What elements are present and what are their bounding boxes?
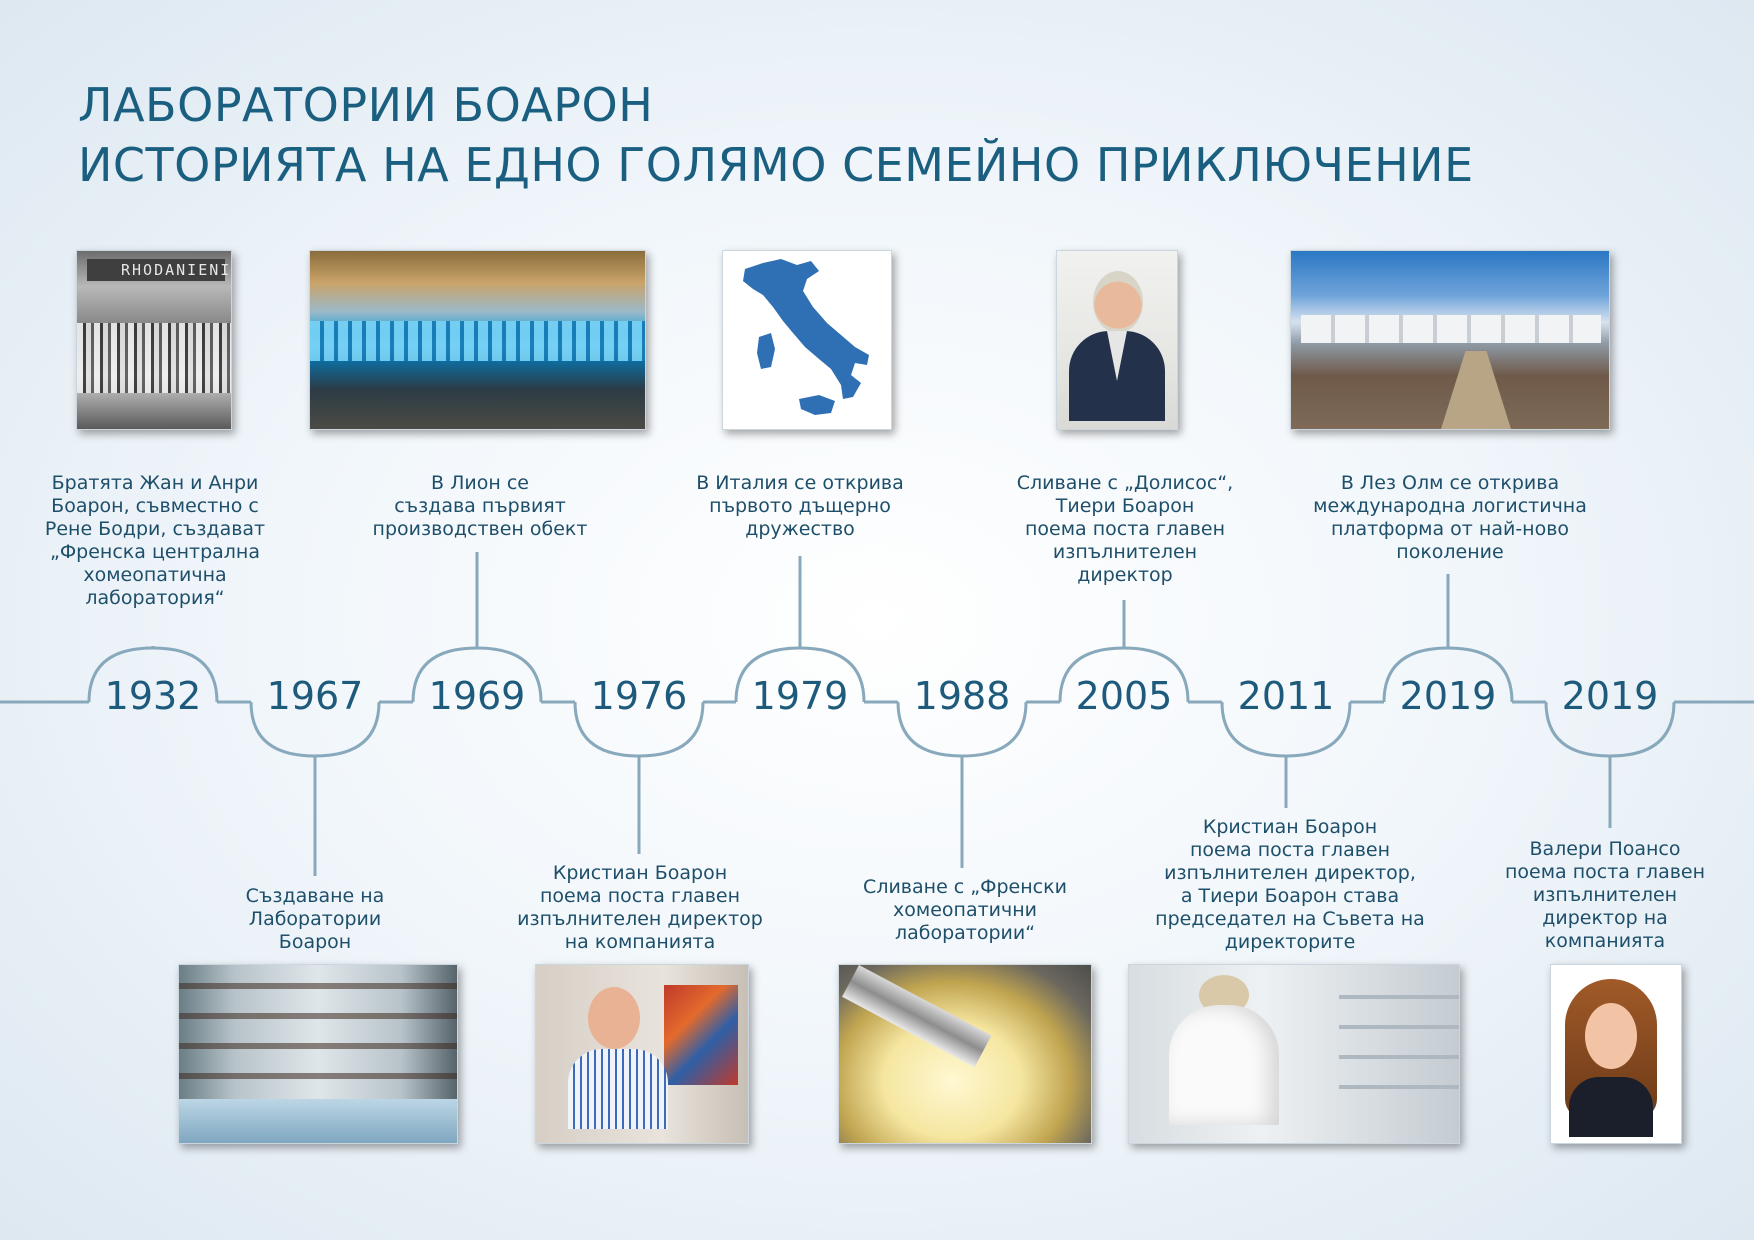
italy-map-icon: [723, 251, 891, 429]
portrait-head: [588, 987, 640, 1049]
photo-valerie-poinsot: [1550, 964, 1682, 1144]
year-2011: 2011: [1237, 674, 1335, 718]
founders-crowd: [77, 323, 231, 393]
portrait-top: [1569, 1077, 1653, 1137]
event-desc-1988: Сливане с „Френски хомеопатични лаборатории“: [863, 876, 1067, 944]
event-desc-2019-logistics: В Лез Олм се открива международна логистична платформа от най-ново поколение: [1313, 472, 1587, 563]
year-2019-ceo: 2019: [1561, 674, 1659, 718]
photo-lab-shelves: [178, 964, 458, 1144]
platform-walkway: [1441, 351, 1511, 429]
photo-thierry-boiron: [1056, 250, 1178, 430]
photo-logistics-platform: [1290, 250, 1610, 430]
event-desc-1976: Кристиан Боарон поема поста главен изпълнителен директор на компанията: [517, 862, 763, 953]
portrait-face: [1585, 1003, 1637, 1069]
event-desc-1967: Създаване на Лаборатории Боарон: [245, 885, 385, 953]
portrait-shirt: [568, 1049, 668, 1129]
photo-lab-technician: [1128, 964, 1460, 1144]
technician-coat: [1169, 1005, 1279, 1125]
event-desc-1969: В Лион се създава първият производствен обект: [372, 472, 588, 540]
rhodanienne-sign: RHODANIENI: [87, 259, 225, 281]
year-1976: 1976: [590, 674, 688, 718]
event-desc-1979: В Италия се открива първото дъщерно дружество: [696, 472, 904, 540]
powder-tube: [842, 965, 991, 1067]
year-1967: 1967: [266, 674, 364, 718]
photo-christian-boiron: [535, 964, 749, 1144]
page-title-line2: ИСТОРИЯТА НА ЕДНО ГОЛЯМО СЕМЕЙНО ПРИКЛЮЧЕНИЕ: [78, 138, 1474, 192]
event-desc-2011: Кристиан Боарон поема поста главен изпълнителен директор, а Тиери Боарон става председател на Съвета на директорите: [1155, 816, 1425, 953]
year-1969: 1969: [428, 674, 526, 718]
page-title-line1: ЛАБОРАТОРИИ БОАРОН: [78, 78, 654, 132]
event-desc-2019-ceo: Валери Поансо поема поста главен изпълнителен директор на компанията: [1504, 838, 1706, 952]
year-2005: 2005: [1075, 674, 1173, 718]
photo-powder-container: [838, 964, 1092, 1144]
photo-blue-vials: [309, 250, 646, 430]
year-1988: 1988: [913, 674, 1011, 718]
photo-italy-map: [722, 250, 892, 430]
portrait-head: [1093, 271, 1143, 333]
lab-shelf: [1339, 995, 1459, 1095]
photo-founders-group: [76, 250, 232, 430]
portrait-painting: [664, 985, 738, 1085]
year-1932: 1932: [104, 674, 202, 718]
platform-building: [1301, 315, 1601, 343]
shelves-floor: [179, 1099, 457, 1143]
event-desc-2005: Сливане с „Долисос“, Тиери Боарон поема поста главен изпълнителен директор: [1016, 472, 1234, 586]
year-1979: 1979: [751, 674, 849, 718]
year-2019-logistics: 2019: [1399, 674, 1497, 718]
vials-row: [310, 321, 645, 361]
event-desc-1932: Братята Жан и Анри Боарон, съвместно с Рене Бодри, създават „Френска централна хомеопатична лаборатория“: [44, 472, 266, 609]
